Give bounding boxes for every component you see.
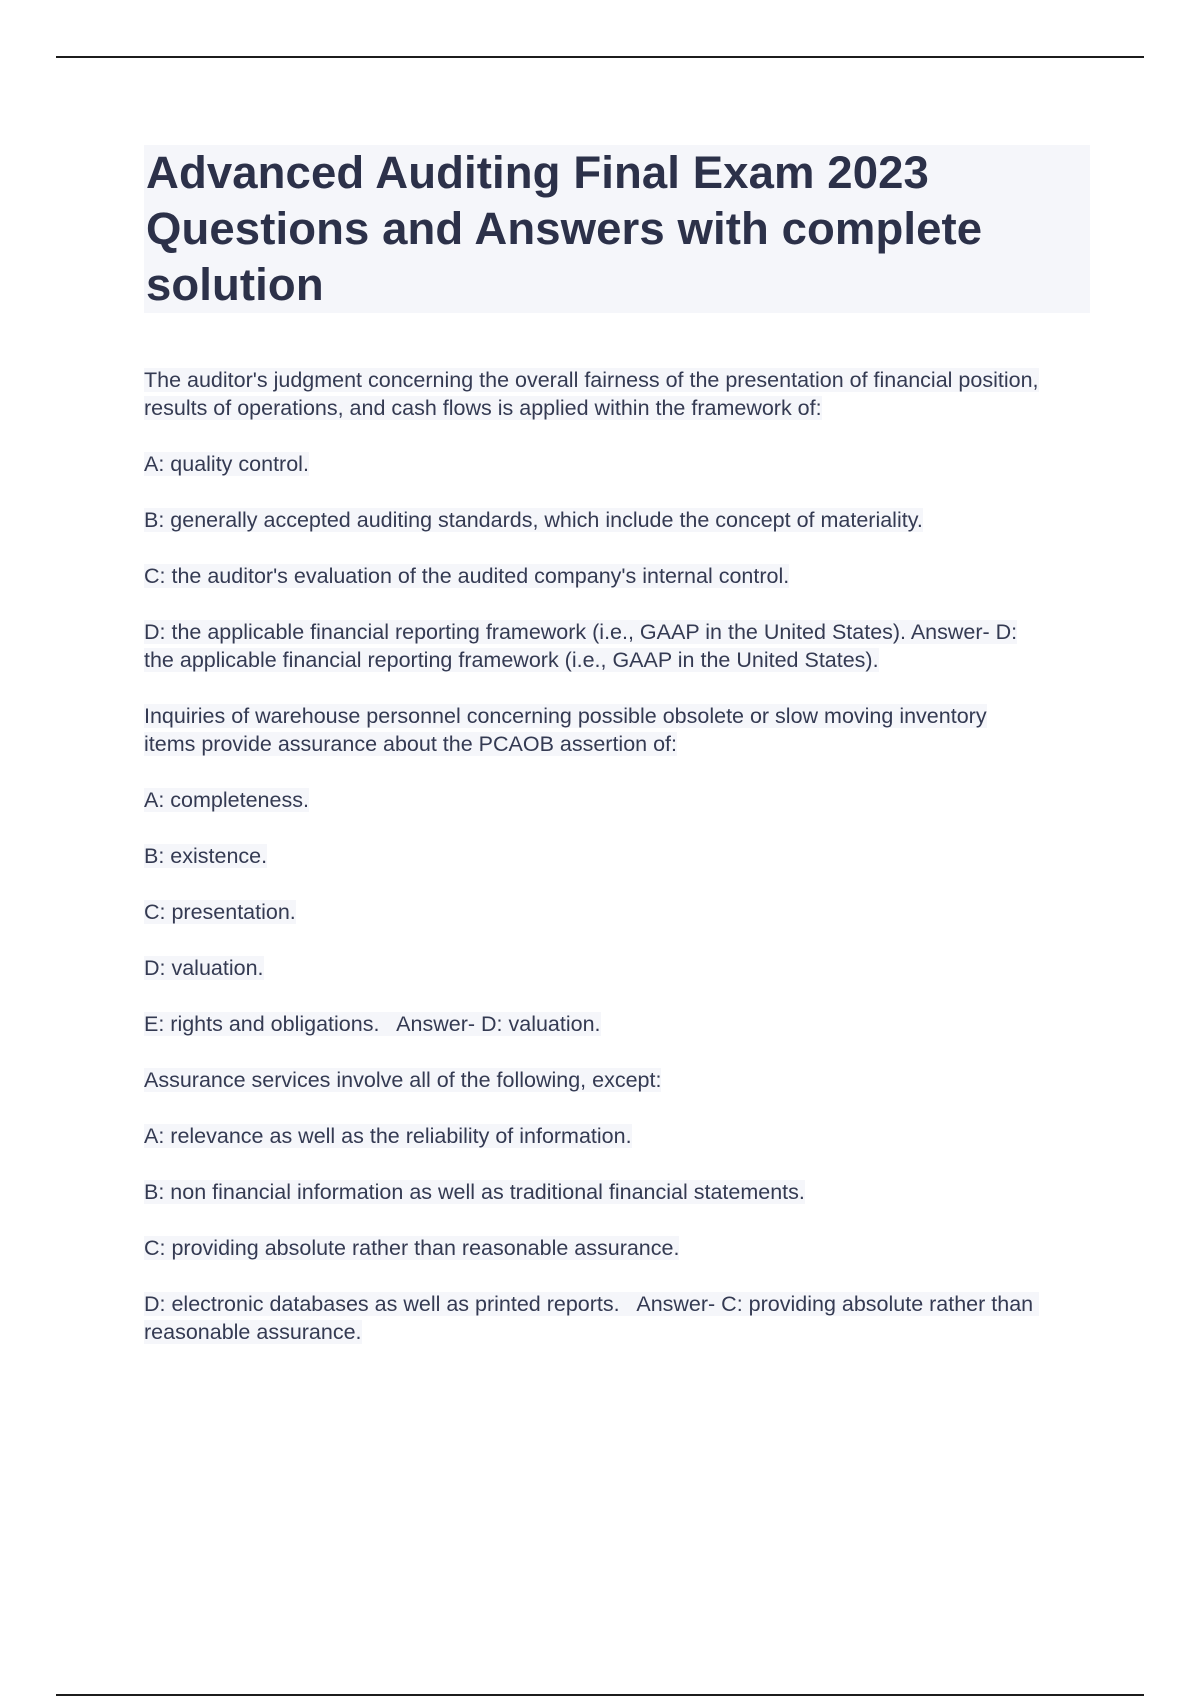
question-3-option-c: C: providing absolute rather than reasonable assurance. <box>144 1236 680 1260</box>
question-1-option-b: B: generally accepted auditing standards, which include the concept of materiality. <box>144 508 923 532</box>
question-2-option-c: C: presentation. <box>144 900 296 924</box>
header-rule <box>56 56 1144 58</box>
question-2-prompt: Inquiries of warehouse personnel concerning possible obsolete or slow moving inventory items provide assurance about the PCAOB assertion of: <box>144 704 987 756</box>
question-2-option-e-answer: E: rights and obligations. Answer- D: valuation. <box>144 1012 601 1036</box>
question-3-option-b: B: non financial information as well as traditional financial statements. <box>144 1180 805 1204</box>
question-1-option-d-answer: D: the applicable financial reporting framework (i.e., GAAP in the United States). Answer- D: the applicable financial reporting framework (i.e., GAAP in the United States). <box>144 620 1018 672</box>
question-3-prompt: Assurance services involve all of the following, except: <box>144 1068 662 1092</box>
question-3-option-d-answer: D: electronic databases as well as printed reports. Answer- C: providing absolute rather than reasonable assurance. <box>144 1292 1040 1344</box>
question-3-option-a: A: relevance as well as the reliability of information. <box>144 1124 632 1148</box>
title-block <box>144 145 1090 313</box>
question-2-option-d: D: valuation. <box>144 956 264 980</box>
question-1-prompt: The auditor's judgment concerning the overall fairness of the presentation of financial position, results of operations, and cash flows is applied within the framework of: <box>144 368 1039 420</box>
question-2-option-a: A: completeness. <box>144 788 309 812</box>
footer-rule <box>56 1694 1144 1696</box>
question-1-option-a: A: quality control. <box>144 452 309 476</box>
document-body <box>144 366 1104 1374</box>
document-title: Advanced Auditing Final Exam 2023 Questions and Answers with complete solution <box>146 147 983 310</box>
question-1-option-c: C: the auditor's evaluation of the audited company's internal control. <box>144 564 790 588</box>
question-2-option-b: B: existence. <box>144 844 268 868</box>
